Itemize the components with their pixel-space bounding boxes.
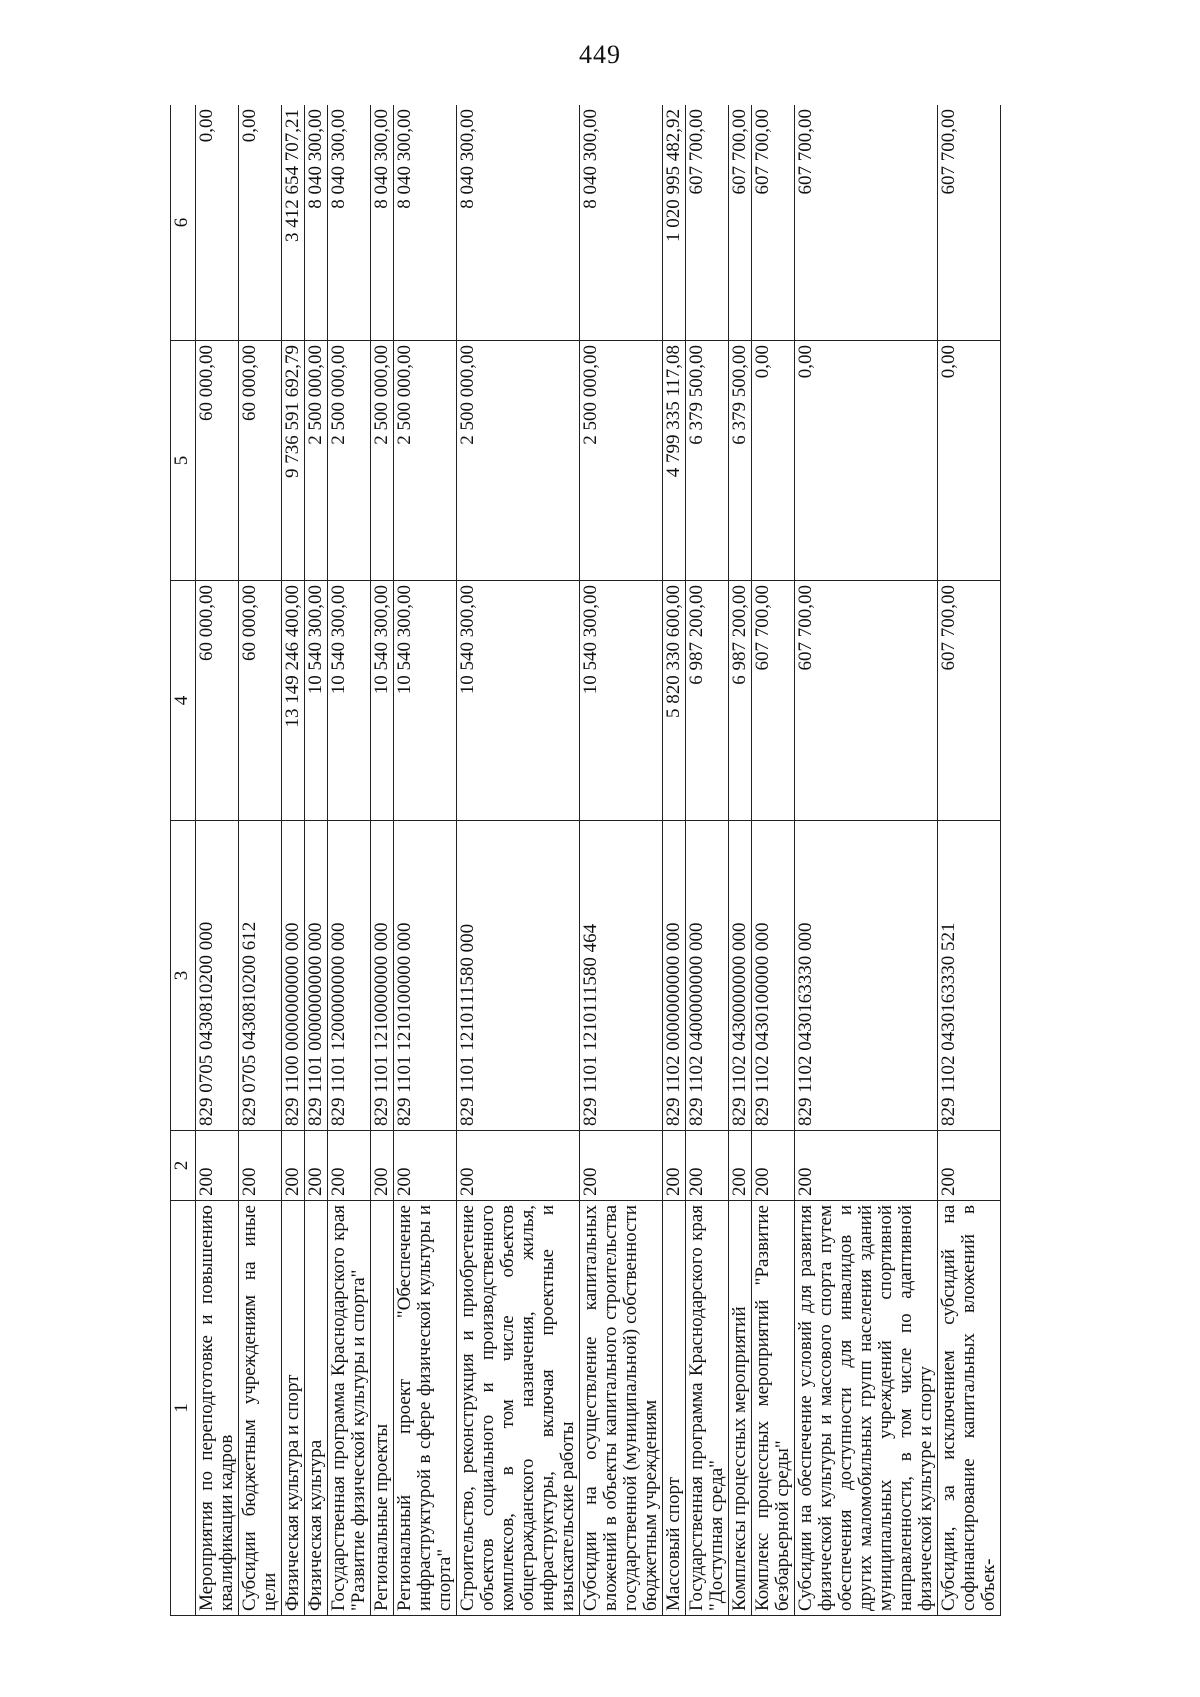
row-code: 829 0705 0430810200 612 — [239, 821, 282, 1131]
row-value-4: 607 700,00 — [752, 581, 795, 821]
row-col2: 200 — [729, 1131, 752, 1201]
table-row — [394, 105, 457, 1616]
row-col2: 200 — [282, 1131, 305, 1201]
row-value-6: 607 700,00 — [752, 105, 795, 341]
row-name: Массовый спорт — [663, 1201, 686, 1616]
row-col2: 200 — [239, 1131, 282, 1201]
row-name: Комплекс процессных мероприятий "Развитие безбарьерной среды" — [752, 1201, 795, 1616]
row-col2: 200 — [580, 1131, 663, 1201]
table-row — [580, 105, 663, 1616]
row-value-5: 2 500 000,00 — [580, 341, 663, 581]
row-value-4: 10 540 300,00 — [457, 581, 580, 821]
header-col-2: 2 — [171, 1131, 196, 1201]
row-value-5: 2 500 000,00 — [305, 341, 328, 581]
table-row — [686, 105, 729, 1616]
row-code: 829 1102 0000000000 000 — [663, 821, 686, 1131]
row-col2: 200 — [305, 1131, 328, 1201]
row-code: 829 0705 0430810200 000 — [196, 821, 239, 1131]
row-name: Субсидии бюджетным учреждениям на иные цели — [239, 1201, 282, 1616]
row-value-5: 0,00 — [795, 341, 938, 581]
budget-table — [170, 105, 1001, 1616]
row-col2: 200 — [938, 1131, 1001, 1201]
budget-table-container — [170, 105, 1060, 1616]
row-code: 829 1102 0400000000 000 — [686, 821, 729, 1131]
table-row — [305, 105, 328, 1616]
row-name: Региональные проекты — [371, 1201, 394, 1616]
row-name: Государственная программа Краснодарского края "Доступная среда" — [686, 1201, 729, 1616]
row-value-4: 60 000,00 — [239, 581, 282, 821]
row-value-4: 10 540 300,00 — [371, 581, 394, 821]
row-value-4: 607 700,00 — [938, 581, 1001, 821]
row-value-5: 60 000,00 — [239, 341, 282, 581]
table-row — [196, 105, 239, 1616]
row-name: Строительство, реконструкция и приобретение объектов социального и производственного комплексов, в том числе объектов общегражданского назначения, жилья, инфраструктуры, включая проектные и изыскательские работы — [457, 1201, 580, 1616]
table-row — [371, 105, 394, 1616]
row-value-4: 60 000,00 — [196, 581, 239, 821]
table-row — [239, 105, 282, 1616]
row-value-5: 9 736 591 692,79 — [282, 341, 305, 581]
row-code: 829 1101 1210000000 000 — [371, 821, 394, 1131]
row-value-5: 60 000,00 — [196, 341, 239, 581]
row-value-5: 4 799 335 117,08 — [663, 341, 686, 581]
table-row — [328, 105, 371, 1616]
table-row — [938, 105, 1001, 1616]
row-value-4: 5 820 330 600,00 — [663, 581, 686, 821]
row-value-5: 2 500 000,00 — [328, 341, 371, 581]
row-col2: 200 — [686, 1131, 729, 1201]
table-row — [795, 105, 938, 1616]
row-value-6: 607 700,00 — [795, 105, 938, 341]
row-value-4: 13 149 246 400,00 — [282, 581, 305, 821]
row-code: 829 1100 0000000000 000 — [282, 821, 305, 1131]
row-name: Субсидии на обеспечение условий для развития физической культуры и массового спорта путем обеспечения доступности для инвалидов и других маломобильных групп населения зданий муниципальных учреждений спортивной направленности, в том числе по адаптивной физической культуре и спорту — [795, 1201, 938, 1616]
row-col2: 200 — [394, 1131, 457, 1201]
row-value-5: 2 500 000,00 — [394, 341, 457, 581]
row-code: 829 1102 0430163330 521 — [938, 821, 1001, 1131]
row-value-5: 2 500 000,00 — [371, 341, 394, 581]
row-value-6: 3 412 654 707,21 — [282, 105, 305, 341]
row-col2: 200 — [457, 1131, 580, 1201]
row-value-6: 8 040 300,00 — [394, 105, 457, 341]
row-col2: 200 — [663, 1131, 686, 1201]
row-value-4: 6 987 200,00 — [686, 581, 729, 821]
header-col-3: 3 — [171, 821, 196, 1131]
row-value-6: 607 700,00 — [686, 105, 729, 341]
row-value-6: 0,00 — [196, 105, 239, 341]
row-code: 829 1101 1200000000 000 — [328, 821, 371, 1131]
row-value-6: 607 700,00 — [729, 105, 752, 341]
header-col-1: 1 — [171, 1201, 196, 1616]
row-value-5: 0,00 — [752, 341, 795, 581]
row-value-4: 607 700,00 — [795, 581, 938, 821]
row-name: Мероприятия по переподготовке и повышению квалификации кадров — [196, 1201, 239, 1616]
row-code: 829 1101 1210111580 000 — [457, 821, 580, 1131]
row-code: 829 1101 1210100000 000 — [394, 821, 457, 1131]
header-col-5: 5 — [171, 341, 196, 581]
header-col-6: 6 — [171, 105, 196, 341]
row-value-4: 10 540 300,00 — [305, 581, 328, 821]
row-name: Физическая культура и спорт — [282, 1201, 305, 1616]
row-name: Субсидии на осуществление капитальных вложений в объекты капитального строительства государственной (муниципальной) собственности бюджетным учреждениям — [580, 1201, 663, 1616]
row-code: 829 1102 0430100000 000 — [752, 821, 795, 1131]
table-row — [729, 105, 752, 1616]
row-value-6: 8 040 300,00 — [328, 105, 371, 341]
row-name: Комплексы процессных мероприятий — [729, 1201, 752, 1616]
row-code: 829 1102 0430163330 000 — [795, 821, 938, 1131]
table-row — [282, 105, 305, 1616]
row-col2: 200 — [196, 1131, 239, 1201]
row-value-4: 6 987 200,00 — [729, 581, 752, 821]
row-name: Региональный проект "Обеспечение инфраструктурой в сфере физической культуры и спорта" — [394, 1201, 457, 1616]
row-code: 829 1101 0000000000 000 — [305, 821, 328, 1131]
table-body — [196, 105, 1001, 1616]
row-value-4: 10 540 300,00 — [580, 581, 663, 821]
row-code: 829 1101 1210111580 464 — [580, 821, 663, 1131]
rotated-table — [170, 105, 1060, 1616]
table-row — [752, 105, 795, 1616]
header-row — [171, 105, 196, 1616]
row-value-6: 8 040 300,00 — [371, 105, 394, 341]
row-value-6: 607 700,00 — [938, 105, 1001, 341]
row-name: Государственная программа Краснодарского края "Развитие физической культуры и спорта" — [328, 1201, 371, 1616]
header-col-4: 4 — [171, 581, 196, 821]
row-value-4: 10 540 300,00 — [328, 581, 371, 821]
row-col2: 200 — [328, 1131, 371, 1201]
row-code: 829 1102 0430000000 000 — [729, 821, 752, 1131]
row-value-6: 8 040 300,00 — [305, 105, 328, 341]
table-row — [663, 105, 686, 1616]
row-value-6: 8 040 300,00 — [580, 105, 663, 341]
row-col2: 200 — [371, 1131, 394, 1201]
row-col2: 200 — [752, 1131, 795, 1201]
row-value-5: 6 379 500,00 — [686, 341, 729, 581]
row-value-6: 1 020 995 482,92 — [663, 105, 686, 341]
row-value-4: 10 540 300,00 — [394, 581, 457, 821]
row-name: Физическая культура — [305, 1201, 328, 1616]
row-value-5: 2 500 000,00 — [457, 341, 580, 581]
row-col2: 200 — [795, 1131, 938, 1201]
row-value-6: 0,00 — [239, 105, 282, 341]
row-value-5: 6 379 500,00 — [729, 341, 752, 581]
row-value-6: 8 040 300,00 — [457, 105, 580, 341]
row-name: Субсидии, за исключением субсидий на софинансирование капитальных вложений в объек- — [938, 1201, 1001, 1616]
row-value-5: 0,00 — [938, 341, 1001, 581]
page-number: 449 — [579, 40, 621, 69]
table-row — [457, 105, 580, 1616]
